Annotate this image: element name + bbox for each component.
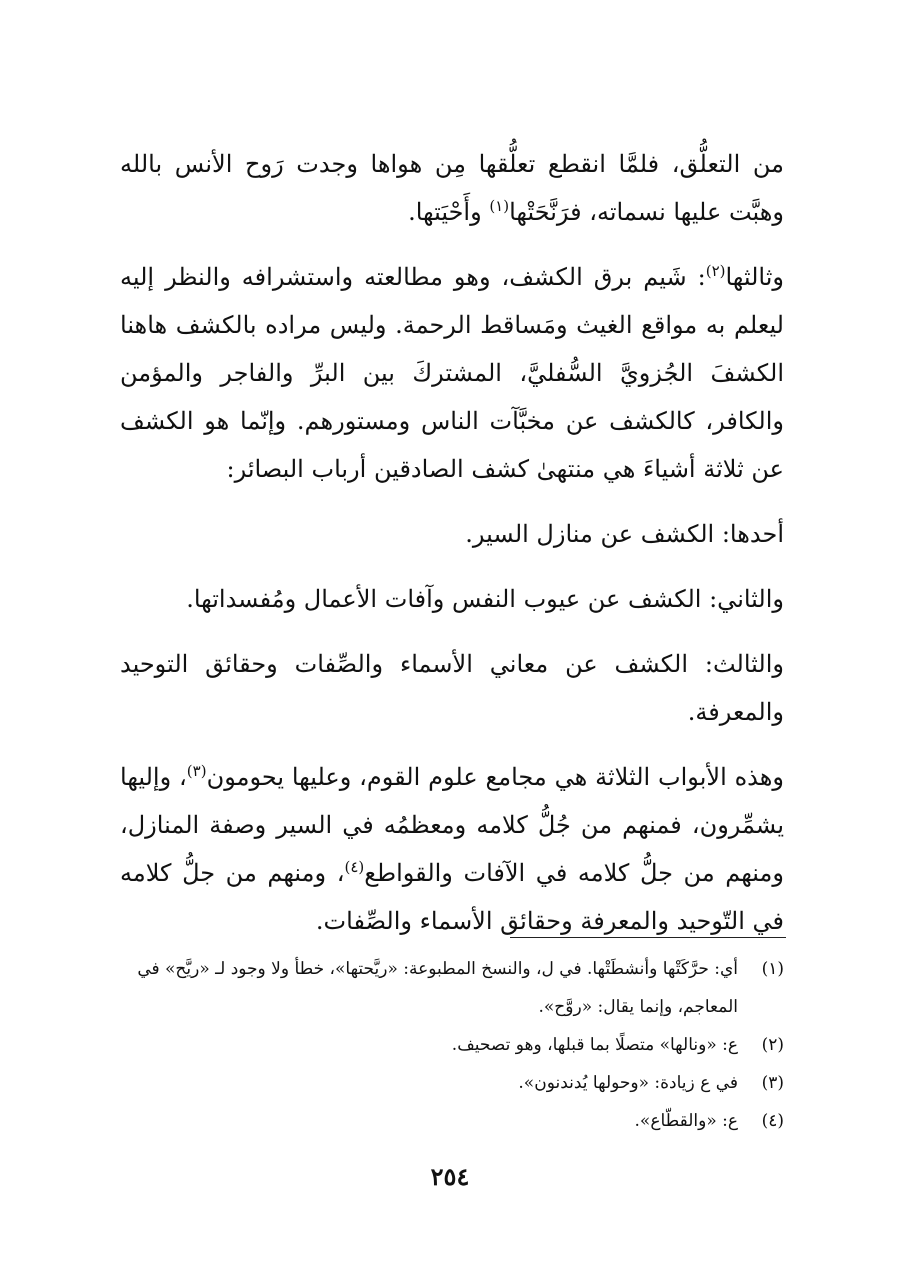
paragraph-1 [120,140,784,236]
footnote-ref-4[interactable]: (٤) [344,858,365,876]
footnote-1 [120,950,784,1026]
paragraph-6-text-middle: ، وإليها يشمِّرون، فمنهم من جُلُّ كلامه ومعظمُه في السير وصفة المنازل، ومنهم من جلُّ كلامه في الآفات والقواطع [120,763,784,887]
paragraph-5 [120,640,784,736]
paragraph-2-text: وثالثها [725,263,784,291]
paragraph-6-text-end: ، ومنهم من جلُّ كلامه في التّوحيد والمعرفة وحقائق الأسماء والصِّفات. [120,859,784,935]
paragraph-1-text-end: وأَحْيَتها. [408,198,490,226]
paragraph-1-text: من التعلُّق، فلمَّا انقطع تعلُّقها مِن هواها وجدت رَوح الأنس بالله وهبَّت عليها نسماته، فرَنَّحَتْها [120,150,784,226]
footnote-2 [120,1026,784,1064]
paragraph-3 [120,510,784,558]
paragraph-4-text: والثاني: الكشف عن عيوب النفس وآفات الأعمال ومُفسداتها. [186,585,784,613]
footnote-number: (١) [761,959,784,979]
footnote-divider [510,937,786,938]
footnote-ref-2[interactable]: (٢) [705,262,726,280]
footnote-text: أي: حرَّكَتْها وأنشطَتْها. في ل، والنسخ المطبوعة: «ريَّحتها»، خطأ ولا وجود لـ «ريَّح» في المعاجم، وإنما يقال: «روَّح». [137,959,738,1017]
paragraph-6 [120,753,784,945]
footnote-text: في ع زيادة: «وحولها يُدندنون». [518,1073,738,1093]
paragraph-2-text-end: : شَيم برق الكشف، وهو مطالعته واستشرافه والنظر إليه ليعلم به مواقع الغيث ومَساقط الرحمة. وليس مراده بالكشف هاهنا الكشفَ الجُزويَّ السُّفليَّ، المشتركَ بين البرِّ والفاجر والمؤمن والكافر، كالكشف عن مخبَّآت الناس ومستورهم. وإنّما هو الكشف عن ثلاثة أشياءَ هي منتهىٰ كشف الصادقين أرباب البصائر: [120,263,784,483]
page-number: ٢٥٤ [430,1162,470,1191]
footnote-number: (٣) [761,1073,784,1093]
footnote-text: ع: «والقطّاع». [634,1111,738,1131]
footnote-3 [120,1064,784,1102]
paragraph-6-text: وهذه الأبواب الثلاثة هي مجامع علوم القوم، وعليها يحومون [206,763,784,791]
footnote-number: (٢) [761,1035,784,1055]
footnote-text: ع: «ونالها» متصلًا بما قبلها، وهو تصحيف. [451,1035,738,1055]
paragraph-4 [120,575,784,623]
footnotes [120,950,784,1140]
paragraph-2 [120,253,784,493]
main-text [120,140,784,962]
footnote-ref-3[interactable]: (٣) [186,762,207,780]
footnote-number: (٤) [761,1111,784,1131]
footnote-4 [120,1102,784,1140]
paragraph-3-text: أحدها: الكشف عن منازل السير. [465,520,784,548]
footnote-ref-1[interactable]: (١) [489,197,510,215]
paragraph-5-text: والثالث: الكشف عن معاني الأسماء والصِّفات وحقائق التوحيد والمعرفة. [120,650,784,726]
